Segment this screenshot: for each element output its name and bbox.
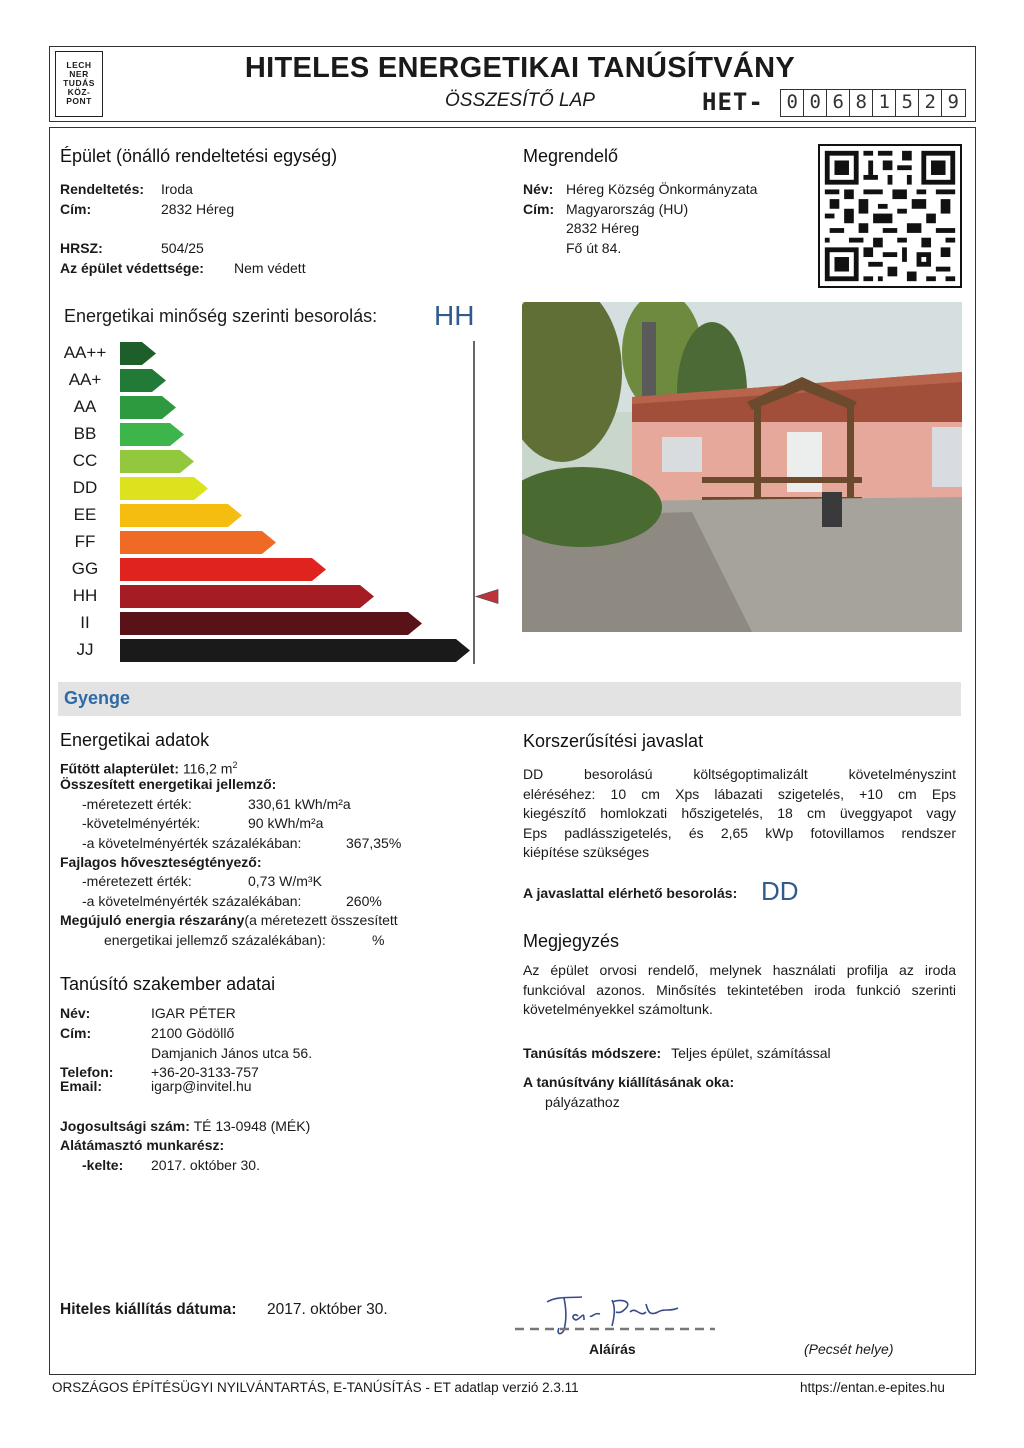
footer-left-text: ORSZÁGOS ÉPÍTÉSÜGYI NYILVÁNTARTÁS, E-TANÚSÍTÁS - ET adatlap verzió 2.3.11 — [52, 1380, 579, 1395]
het-digit: 2 — [918, 89, 943, 117]
class-label: JJ — [76, 640, 94, 659]
recommendation-section-title: Korszerűsítési javaslat — [523, 731, 704, 751]
document-title: HITELES ENERGETIKAI TANÚSÍTVÁNY — [244, 52, 796, 84]
client-address-line: Fő út 84. — [566, 240, 622, 256]
logo-line: TUDÁS — [63, 78, 95, 88]
class-label: FF — [74, 532, 96, 551]
footer-url[interactable]: https://entan.e-epites.hu — [800, 1380, 945, 1395]
renewable-label: Megújuló energia részarány — [60, 912, 245, 928]
purpose-label: Rendeltetés: — [60, 181, 145, 197]
reason-label: A tanúsítvány kiállításának oka: — [523, 1074, 735, 1090]
rating-heading: Energetikai minőség szerinti besorolás: — [64, 306, 378, 326]
pct-label: -a követelményérték százalékában: — [82, 835, 302, 851]
class-label: AA+ — [68, 370, 102, 389]
logo-line: KÖZ- — [67, 87, 91, 97]
recommendation-line: kiépítése szükséges — [523, 844, 650, 860]
issue-date-label: Hiteles kiállítás dátuma: — [60, 1301, 237, 1318]
logo-line: NER — [69, 69, 89, 79]
license-label: Jogosultsági szám: — [60, 1118, 190, 1134]
spec-calc-label: -méretezett érték: — [82, 873, 192, 889]
current-class-marker — [476, 590, 498, 604]
class-arrow-ff — [120, 531, 276, 554]
het-prefix: HET- — [702, 88, 764, 116]
class-label: CC — [72, 451, 98, 470]
req-value: 90 kWh/m²a — [248, 815, 324, 831]
req-label: -követelményérték: — [82, 815, 201, 831]
license-value: TÉ 13-0948 (MÉK) — [193, 1118, 311, 1134]
note-line: Az épület orvosi rendelő, melynek használati profilja az iroda — [523, 962, 956, 978]
phone-label: Telefon: — [60, 1064, 114, 1080]
reason-value: pályázathoz — [545, 1094, 620, 1110]
logo-line: PONT — [66, 96, 92, 106]
date-label: -kelte: — [82, 1157, 124, 1173]
method-row — [523, 1044, 831, 1064]
building-photo — [522, 302, 962, 632]
phone-value: +36-20-3133-757 — [151, 1064, 259, 1080]
building-section-title: Épület (önálló rendeltetési egység) — [60, 146, 338, 166]
recommendation-line: DD besorolású költségoptimalizált követelményszint — [523, 766, 956, 782]
het-digit: 6 — [826, 89, 851, 117]
class-arrow-aa — [120, 396, 176, 419]
class-arrow-aaplusplus — [120, 342, 156, 365]
heated-area-value: 116,2 m — [182, 760, 233, 777]
supporting-label: Alátámasztó munkarész: — [60, 1137, 225, 1153]
signature-label: Aláírás — [589, 1341, 636, 1357]
class-label: AA++ — [63, 343, 107, 362]
recommendation-text — [523, 765, 956, 863]
expert-address-line2: Damjanich János utca 56. — [151, 1045, 313, 1061]
building-address-label: Cím: — [60, 201, 92, 217]
client-name-label: Név: — [523, 181, 554, 197]
recommendation-line: kiegészítő homlokzati hőszigetelés, 18 cm üveggyapot vagy — [523, 805, 956, 821]
het-number — [780, 89, 964, 117]
class-arrow-cc — [120, 450, 194, 473]
total-label: Összesített energetikai jellemző: — [60, 776, 277, 792]
calc-value: 330,61 kWh/m²a — [248, 796, 351, 812]
note-line: követelményekkel számoltunk. — [523, 1001, 713, 1017]
het-digit: 0 — [803, 89, 828, 117]
qr-code-icon — [820, 146, 960, 286]
note-line: funkcióval azonos. Minősítés tekintetében iroda funkció szerinti — [523, 981, 956, 998]
class-label: DD — [72, 478, 98, 497]
note-section-title: Megjegyzés — [523, 931, 620, 951]
hrsz-label: HRSZ: — [60, 240, 103, 256]
client-address-label: Cím: — [523, 201, 555, 217]
class-arrow-ii — [120, 612, 422, 635]
qr-code — [818, 144, 962, 288]
logo-line: LECH — [66, 60, 92, 70]
protection-label: Az épület védettsége: — [60, 260, 204, 276]
renewable-text: (a méretezett összesített — [244, 912, 398, 928]
building-photo-image — [522, 302, 962, 632]
expert-name-label: Név: — [60, 1005, 91, 1021]
recommendation-line: Eps padlásszigetelés, és 2,65 kWp fotovillamos rendszer — [523, 824, 956, 841]
het-digit: 0 — [780, 89, 805, 117]
class-arrow-bb — [120, 423, 184, 446]
expert-address-label: Cím: — [60, 1025, 92, 1041]
class-arrow-dd — [120, 477, 208, 500]
email-label: Email: — [60, 1078, 103, 1094]
heated-area-sup: 2 — [232, 760, 238, 770]
pct-value: 367,35% — [346, 835, 402, 851]
method-label: Tanúsítás módszere: — [523, 1045, 662, 1061]
stamp-label: (Pecsét helye) — [804, 1341, 894, 1357]
expert-section-title: Tanúsító szakember adatai — [60, 974, 276, 994]
current-class: HH — [434, 300, 475, 331]
het-digit: 9 — [941, 89, 966, 117]
class-arrow-jj — [120, 639, 470, 662]
protection-value: Nem védett — [234, 260, 306, 276]
class-arrow-hh — [120, 585, 374, 608]
verdict-text: Gyenge — [64, 688, 131, 708]
class-label: II — [80, 613, 90, 632]
het-digit: 5 — [895, 89, 920, 117]
license-row — [60, 1117, 310, 1137]
client-name-value: Héreg Község Önkormányzata — [566, 181, 758, 197]
note-text — [523, 961, 956, 1020]
lechner-logo — [55, 51, 103, 117]
calc-label: -méretezett érték: — [82, 796, 192, 812]
class-arrow-gg — [120, 558, 326, 581]
handwritten-signature — [512, 1288, 722, 1340]
purpose-value: Iroda — [161, 181, 193, 197]
het-digit: 8 — [849, 89, 874, 117]
spec-calc-value: 0,73 W/m³K — [248, 873, 322, 889]
spec-pct-label: -a követelményérték százalékában: — [82, 893, 302, 909]
renewable-row — [60, 911, 398, 931]
hrsz-value: 504/25 — [161, 240, 204, 256]
client-address-line: Magyarország (HU) — [566, 201, 689, 217]
energy-rating-chart — [118, 338, 502, 664]
achievable-label: A javaslattal elérhető besorolás: — [523, 885, 738, 901]
renewable-unit: % — [372, 932, 385, 948]
specific-label: Fajlagos hőveszteségtényező: — [60, 854, 262, 870]
recommendation-line: eléréséhez: 10 cm Xps lábazati szigetelés, +10 cm Eps — [523, 785, 956, 802]
date-value: 2017. október 30. — [151, 1157, 260, 1173]
class-label: AA — [73, 397, 97, 416]
renewable-text2: energetikai jellemző százalékában): — [104, 932, 326, 948]
energy-section-title: Energetikai adatok — [60, 730, 210, 750]
class-arrow-ee — [120, 504, 242, 527]
class-label: BB — [73, 424, 97, 443]
document-subtitle: ÖSSZESÍTŐ LAP — [445, 90, 595, 111]
verdict-band — [58, 682, 961, 716]
class-label: EE — [73, 505, 97, 524]
het-digit: 1 — [872, 89, 897, 117]
email-value[interactable]: igarp@invitel.hu — [151, 1078, 252, 1094]
class-label: GG — [71, 559, 99, 578]
expert-address-line1: 2100 Gödöllő — [151, 1025, 235, 1041]
client-address-line: 2832 Héreg — [566, 220, 640, 236]
client-section-title: Megrendelő — [523, 146, 619, 166]
class-label: HH — [72, 586, 98, 605]
class-arrow-aaplus — [120, 369, 166, 392]
method-value: Teljes épület, számítással — [671, 1045, 831, 1061]
heated-area-label: Fűtött alapterület: — [60, 760, 179, 777]
spec-pct-value: 260% — [346, 893, 382, 909]
issue-date-value: 2017. október 30. — [267, 1301, 388, 1318]
achievable-class: DD — [761, 876, 799, 906]
building-address-value: 2832 Héreg — [161, 201, 235, 217]
expert-name-value: IGAR PÉTER — [151, 1005, 236, 1021]
